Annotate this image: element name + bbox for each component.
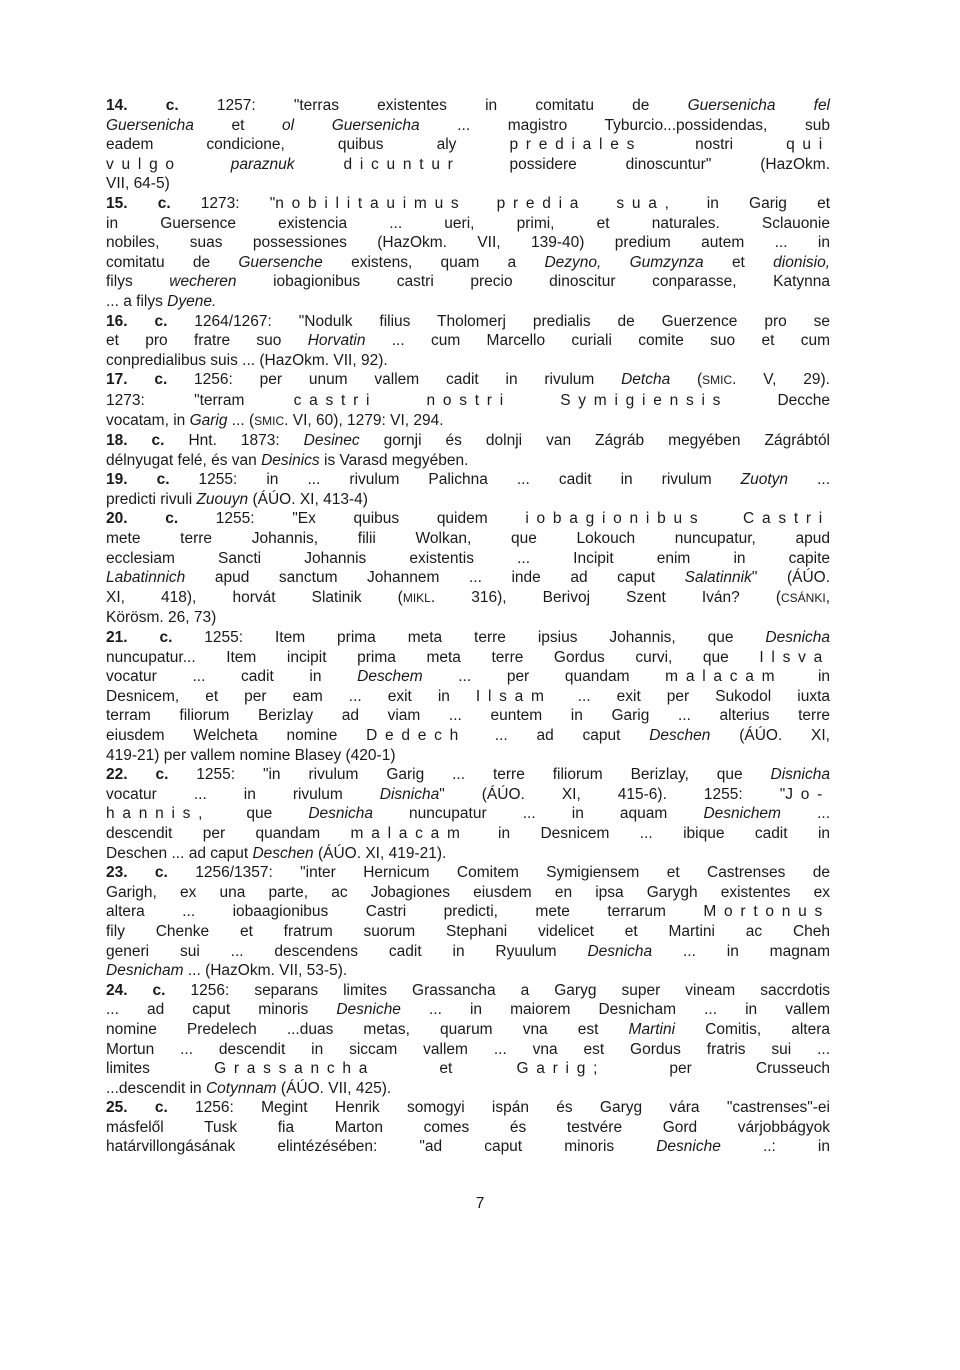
text-segment: Mortun ... descendit in siccam vallem ... vna est Gordus fratris sui ... xyxy=(106,1040,830,1058)
text-segment: Desnichem xyxy=(703,805,781,823)
text-segment: descendit per quandam xyxy=(106,824,351,842)
text-segment: ol Guersenicha xyxy=(282,116,420,134)
text-segment: filys xyxy=(106,273,170,291)
text-line xyxy=(106,1040,830,1060)
text-segment: existens, quam a xyxy=(322,253,545,271)
text-segment: nostri xyxy=(642,136,787,154)
text-segment: nobilitauimus xyxy=(275,194,467,212)
text-segment: . 316), Berivoj Szent Iván? ( xyxy=(430,588,781,606)
text-segment: ... a filys xyxy=(106,292,168,310)
text-line xyxy=(106,746,830,766)
page-number: 7 xyxy=(475,1195,485,1212)
text-segment: in Garig et xyxy=(676,194,830,212)
text-segment: Desnicha xyxy=(308,805,373,823)
text-segment: predicti rivuli xyxy=(106,490,197,508)
text-segment: Desnicham xyxy=(106,962,184,980)
text-segment: qui xyxy=(786,136,830,154)
text-segment: Detcha xyxy=(621,371,671,389)
text-segment: Zuotyn xyxy=(740,471,789,489)
text-segment: CSÁNKI xyxy=(781,590,826,605)
text-line xyxy=(106,804,830,824)
text-line xyxy=(106,549,830,569)
text-segment: Deschem xyxy=(357,668,423,686)
text-line xyxy=(106,648,830,668)
text-line xyxy=(106,194,830,214)
text-segment: Körösm. 26, 73) xyxy=(106,609,217,627)
text-segment: Guersenche xyxy=(238,253,323,271)
text-segment: vocatur ... in rivulum xyxy=(106,785,380,803)
text-segment: 1273: "terram xyxy=(106,391,294,409)
text-segment: et xyxy=(703,253,774,271)
text-segment: Garigh, ex una parte, ac Jobagiones eiusdem en ipsa Garygh existentes ex xyxy=(106,883,830,901)
text-segment: ... in maiorem Desnicham ... in vallem xyxy=(400,1001,830,1019)
text-segment: terram filiorum Berizlay ad viam ... euntem in Garig ... alterius terre xyxy=(106,707,830,725)
text-segment: MIKL xyxy=(402,590,431,605)
text-segment: Desinics xyxy=(261,451,320,469)
text-segment: ... xyxy=(780,805,830,823)
text-segment: másfelől Tusk fia Marton comes és testvére Gord várjobbágyok xyxy=(106,1118,830,1136)
text-line xyxy=(106,765,830,785)
text-line xyxy=(106,490,830,510)
text-line xyxy=(106,214,830,234)
text-segment: vocatam, in xyxy=(106,411,190,429)
text-line xyxy=(106,431,830,451)
text-segment: dicuntur xyxy=(343,155,461,173)
text-line xyxy=(106,922,830,942)
text-segment: ...descendit in xyxy=(106,1079,206,1097)
text-line xyxy=(106,608,830,628)
text-line xyxy=(106,706,830,726)
text-segment: XI, 418), horvát Slatinik ( xyxy=(106,588,403,606)
text-segment xyxy=(586,195,616,212)
text-segment: nomine Predelech ...duas metas, quarum vna est xyxy=(106,1020,629,1038)
text-line xyxy=(106,470,830,490)
text-segment: et pro fratre suo xyxy=(106,332,308,350)
text-line xyxy=(106,628,830,648)
entry-number: 15. c. xyxy=(106,194,171,212)
text-segment: ( xyxy=(670,371,703,389)
text-segment xyxy=(377,392,426,409)
text-segment: wecheren xyxy=(169,273,237,291)
text-segment: (ÁÚO. XI, 413-4) xyxy=(248,490,368,508)
text-segment: ... per quandam xyxy=(422,668,666,686)
text-segment: paraznuk xyxy=(230,155,295,173)
text-segment: 1273: " xyxy=(170,194,276,212)
text-line xyxy=(106,1020,830,1040)
entry-number: 16. c. xyxy=(106,312,168,330)
text-segment: comitatu de xyxy=(106,253,239,271)
text-line xyxy=(106,863,830,883)
text-line xyxy=(106,331,830,351)
text-segment: conpredialibus suis ... (HazOkm. VII, 92). xyxy=(106,351,388,369)
text-line xyxy=(106,785,830,805)
text-segment: apud sanctum Johannem ... inde ad caput xyxy=(185,569,685,587)
text-segment: ... magistro Tyburcio...possidendas, sub xyxy=(419,116,830,134)
entry-number: 25. c. xyxy=(106,1099,168,1117)
text-segment xyxy=(182,156,231,173)
text-segment: 1256: per unum vallem cadit in rivulum xyxy=(167,371,622,389)
text-segment: ... ad caput xyxy=(466,727,650,744)
text-segment: nuncupatur ... in aquam xyxy=(372,805,704,823)
text-segment: hannis, xyxy=(106,805,211,823)
text-segment: ..: in xyxy=(720,1138,831,1156)
text-segment: " (ÁÚO. xyxy=(751,569,830,587)
text-line xyxy=(106,509,830,529)
document-body xyxy=(106,96,830,1157)
text-segment: Dyene. xyxy=(167,292,217,310)
text-line xyxy=(106,981,830,1001)
text-line xyxy=(106,391,830,411)
text-segment: nuncupatur... Item incipit prima meta terre Gordus curvi, que xyxy=(106,648,760,666)
text-segment: határvillongásának elintézésében: "ad caput minoris xyxy=(106,1138,657,1156)
text-segment: et xyxy=(193,116,283,134)
text-segment: 1255: "Ex quibus quidem xyxy=(178,510,526,528)
text-segment: nobiles, suas possessiones (HazOkm. VII, 139-40) predium autem ... in xyxy=(106,234,830,252)
text-line xyxy=(106,902,830,922)
text-line xyxy=(106,1137,830,1157)
entry-number: 20. c. xyxy=(106,510,179,528)
text-segment: ... ( xyxy=(227,411,255,429)
text-line xyxy=(106,155,830,175)
text-segment: ... ad caput minoris xyxy=(106,1001,337,1019)
text-line xyxy=(106,942,830,962)
entry-number: 24. c. xyxy=(106,981,166,999)
text-segment: limites xyxy=(106,1060,215,1078)
entry-number: 14. c. xyxy=(106,97,179,114)
text-segment: fily Chenke et fratrum suorum Stephani videlicet et Martini ac Cheh xyxy=(106,922,830,940)
text-segment: eiusdem Welcheta nomine xyxy=(106,727,367,744)
entry-number: 18. c. xyxy=(106,432,165,450)
text-segment: Dezyno, Gumzynza xyxy=(544,253,704,271)
text-segment: Disnicha xyxy=(770,766,830,784)
text-segment: dionisio, xyxy=(773,253,831,271)
text-line xyxy=(106,844,830,864)
text-segment: SMIC xyxy=(254,413,285,428)
text-segment: 1255: "in rivulum Garig ... terre filiorum Berizlay, que xyxy=(168,766,771,784)
text-segment: Deschen xyxy=(649,727,711,744)
text-segment: iobagionibus xyxy=(525,510,706,528)
text-line xyxy=(106,351,830,371)
text-segment: eadem condicione, quibus aly xyxy=(106,136,510,154)
text-segment xyxy=(705,510,743,527)
text-segment: ... cum Marcello curiali comite suo et cum xyxy=(365,332,830,350)
text-segment: sua, xyxy=(616,194,677,212)
text-line xyxy=(106,312,830,332)
text-segment: Martini xyxy=(628,1020,676,1038)
text-line xyxy=(106,1118,830,1138)
text-segment: que xyxy=(210,805,309,823)
text-line xyxy=(106,961,830,981)
text-segment: nostri xyxy=(426,391,511,409)
text-segment: Ilsva xyxy=(759,648,830,666)
text-segment: Garig xyxy=(189,411,228,429)
text-segment: castri xyxy=(293,391,378,409)
text-segment xyxy=(466,195,496,212)
text-line xyxy=(106,1098,830,1118)
text-segment: vulgo xyxy=(106,155,182,173)
text-segment xyxy=(511,392,560,409)
text-segment: Dedech xyxy=(366,727,467,744)
text-segment: 1256: separans limites Grassancha a Garyg super vineam saccrdotis xyxy=(165,981,831,999)
text-segment: . VI, 60), 1279: VI, 294. xyxy=(284,411,444,429)
text-line xyxy=(106,588,830,609)
text-line xyxy=(106,687,830,707)
text-segment: generi sui ... descendens cadit in Ryuulum xyxy=(106,942,588,960)
text-segment: 1264/1267: "Nodulk filius Tholomerj predialis de Guerzence pro se xyxy=(167,312,830,330)
text-segment: délnyugat felé, és van xyxy=(106,451,262,469)
text-segment: ... (HazOkm. VII, 53-5). xyxy=(183,962,348,980)
text-line xyxy=(106,726,830,746)
text-segment: ... xyxy=(788,471,831,489)
text-line xyxy=(106,174,830,194)
text-segment: ecclesiam Sancti Johannis existentis ... Incipit enim in capite xyxy=(106,549,830,567)
text-line xyxy=(106,370,830,391)
text-segment: in Desnicem ... ibique cadit in xyxy=(467,824,831,842)
text-line xyxy=(106,292,830,312)
text-segment: (ÁÚO. VII, 425). xyxy=(276,1079,392,1097)
text-segment: Jo- xyxy=(785,785,830,803)
text-line xyxy=(106,529,830,549)
text-segment: Desniche xyxy=(336,1001,401,1019)
text-segment: (ÁÚO. XI, 419-21). xyxy=(313,844,447,862)
text-segment: Guersenicha xyxy=(106,116,194,134)
text-segment: " (ÁÚO. XI, 415-6). 1255: " xyxy=(439,785,786,803)
text-segment: Disnicha xyxy=(379,785,440,803)
text-segment: Desnicem, et per eam ... exit in xyxy=(106,687,476,705)
text-segment: gornji és dolnji van Zágráb megyében Zágrábtól xyxy=(359,432,831,450)
text-line xyxy=(106,253,830,273)
text-segment: Decche xyxy=(728,391,830,409)
entry-number: 22. c. xyxy=(106,766,169,784)
text-segment: 1257: "terras existentes in comitatu de xyxy=(178,97,688,114)
text-segment: Labatinnich xyxy=(106,569,186,587)
text-segment: 1255: in ... rivulum Palichna ... cadit in rivulum xyxy=(169,471,741,489)
text-segment: in Guersence existencia ... ueri, primi, et naturales. Sclauonie xyxy=(106,214,830,232)
text-segment: mete terre Johannis, filii Wolkan, que Lokouch nuncupatur, apud xyxy=(106,530,830,548)
text-segment: malacam xyxy=(665,668,783,686)
text-segment: 1256/1357: "inter Hernicum Comitem Symigiensem et Castrenses de xyxy=(167,864,831,882)
text-segment: 419-21) per vallem nomine Blasey (420-1) xyxy=(106,746,396,764)
text-line xyxy=(106,667,830,687)
text-segment: Guersenicha fel xyxy=(687,97,831,114)
text-segment: Deschen ... ad caput xyxy=(106,844,253,862)
text-segment: predia xyxy=(496,194,587,212)
entry-number: 23. c. xyxy=(106,864,168,882)
text-segment: Grassancha xyxy=(214,1060,376,1078)
text-segment: Comitis, altera xyxy=(675,1020,830,1038)
text-segment: 1256: Megint Henrik somogyi ispán és Garyg vára "castrenses"-ei xyxy=(167,1099,830,1117)
text-segment: Salatinnik xyxy=(684,569,752,587)
text-line xyxy=(106,96,830,116)
text-segment: iobagionibus castri precio dinoscitur conparasse, Katynna xyxy=(236,273,830,291)
entry-number: 17. c. xyxy=(106,371,168,389)
text-segment: VII, 64-5) xyxy=(106,175,170,193)
text-segment: Horvatin xyxy=(307,332,366,350)
text-segment: Hnt. 1873: xyxy=(164,432,304,450)
text-segment: Cotynnam xyxy=(205,1079,277,1097)
text-segment: . V, 29). xyxy=(732,371,830,389)
text-line xyxy=(106,1000,830,1020)
text-line xyxy=(106,568,830,588)
text-segment: malacam xyxy=(350,824,468,842)
text-segment: Mortonus xyxy=(703,903,830,921)
text-segment: Ilsam xyxy=(475,687,552,705)
text-segment: ... exit per Sukodol iuxta xyxy=(551,687,830,705)
text-segment: (ÁÚO. XI, xyxy=(710,727,830,744)
text-segment: possidere dinoscuntur" (HazOkm. xyxy=(460,155,830,173)
text-segment: per Crusseuch xyxy=(605,1060,830,1078)
text-segment: Symigiensis xyxy=(560,391,729,409)
text-line xyxy=(106,411,830,432)
text-segment: Garig; xyxy=(516,1060,606,1078)
text-segment: Castri xyxy=(743,510,830,528)
text-segment: Deschen xyxy=(252,844,314,862)
text-segment: Desniche xyxy=(656,1138,721,1156)
text-line xyxy=(106,233,830,253)
entry-number: 21. c. xyxy=(106,629,173,647)
text-segment: Desinec xyxy=(303,432,360,450)
text-line xyxy=(106,1079,830,1099)
text-line xyxy=(106,824,830,844)
text-line xyxy=(106,135,830,155)
text-segment: SMIC xyxy=(702,373,733,388)
text-line xyxy=(106,451,830,471)
text-segment: vocatur ... cadit in xyxy=(106,668,358,686)
text-segment: Desnicha xyxy=(765,629,831,647)
text-segment: Zuouyn xyxy=(196,490,249,508)
text-segment: , xyxy=(825,588,830,606)
text-segment: is Varasd megyében. xyxy=(319,451,469,469)
text-line xyxy=(106,116,830,136)
text-line xyxy=(106,883,830,903)
text-segment: et xyxy=(375,1060,517,1078)
text-segment: ... in magnam xyxy=(652,942,830,960)
text-segment: altera ... iobaagionibus Castri predicti, mete terrarum xyxy=(106,903,704,921)
entry-number: 19. c. xyxy=(106,471,170,489)
text-segment xyxy=(295,156,344,173)
text-segment: prediales xyxy=(509,136,643,154)
text-segment: Desnicha xyxy=(587,942,653,960)
text-line xyxy=(106,1059,830,1079)
text-line xyxy=(106,272,830,292)
text-segment: 1255: Item prima meta terre ipsius Johannis, que xyxy=(172,629,766,647)
text-segment: in xyxy=(782,668,831,686)
